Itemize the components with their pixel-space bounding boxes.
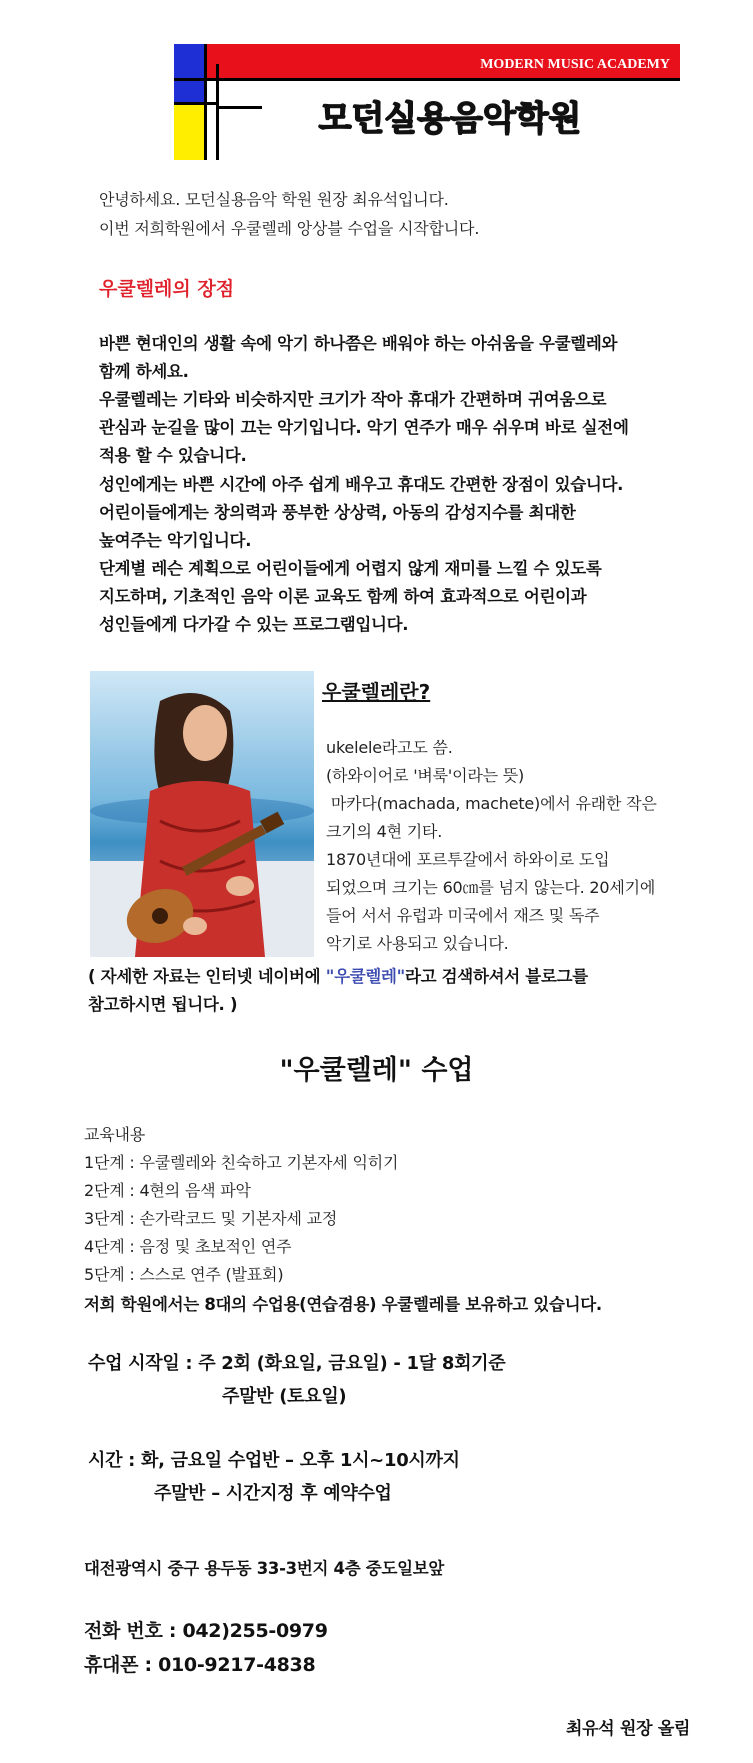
what-is-line: 들어 서서 유럽과 미국에서 재즈 및 독주 (326, 906, 600, 925)
time-line-2: 주말반 – 시간지정 후 예약수업 (154, 1483, 392, 1504)
mobile-number: 휴대폰 : 010-9217-4838 (84, 1654, 316, 1676)
step-item: 1단계 : 우쿨렐레와 친숙하고 기본자세 익히기 (84, 1153, 399, 1172)
advantages-line: 관심과 눈길을 많이 끄는 악기입니다. 악기 연주가 매우 쉬우며 바로 실전에 (99, 418, 629, 437)
class-title: "우쿨렐레" 수업 (279, 1055, 474, 1086)
advantages-line: 적용 할 수 있습니다. (99, 446, 247, 465)
what-is-line: 마카다(machada, machete)에서 유래한 작은 (326, 794, 657, 813)
step-item: 3단계 : 손가락코드 및 기본자세 교정 (84, 1209, 338, 1228)
what-is-title: 우쿨렐레란? (322, 680, 431, 704)
time-line-1: 시간 : 화, 금요일 수업반 – 오후 1시~10시까지 (88, 1450, 460, 1471)
advantages-line: 바쁜 현대인의 생활 속에 악기 하나쯤은 배워야 하는 아쉬움을 우쿨렐레와 (99, 334, 618, 353)
intro-line-1: 안녕하세요. 모던실용음악 학원 원장 최유석입니다. (99, 190, 449, 209)
advantages-line: 우쿨렐레는 기타와 비슷하지만 크기가 작아 휴대가 간편하며 귀여움으로 (99, 390, 607, 409)
what-is-line: ukelele라고도 씀. (326, 738, 453, 757)
logo-english-name: MODERN MUSIC ACADEMY (480, 57, 670, 72)
reference-line-2: 참고하시면 됩니다. ) (88, 995, 238, 1014)
what-is-line: 되었으며 크기는 60㎝를 넘지 않는다. 20세기에 (326, 878, 656, 897)
logo-korean-name: 모던실용음악학원 (318, 99, 582, 139)
ukulele-player-photo (90, 671, 314, 957)
advantages-line: 성인에게는 바쁜 시간에 아주 쉽게 배우고 휴대도 간편한 장점이 있습니다. (99, 475, 624, 494)
step-item: 4단계 : 음정 및 초보적인 연주 (84, 1237, 292, 1256)
start-line-1: 수업 시작일 : 주 2회 (화요일, 금요일) - 1달 8회기준 (88, 1353, 506, 1374)
what-is-line: 1870년대에 포르투갈에서 하와이로 도입 (326, 850, 610, 869)
advantages-line: 어린이들에게는 창의력과 풍부한 상상력, 아동의 감성지수를 최대한 (99, 503, 576, 522)
reference-text: 라고 검색하셔서 블로그를 (404, 967, 588, 986)
start-line-2: 주말반 (토요일) (222, 1386, 347, 1407)
what-is-line: 크기의 4현 기타. (326, 822, 443, 841)
logo-black-line (174, 78, 680, 81)
content-label: 교육내용 (84, 1125, 146, 1144)
advantages-line: 함께 하세요. (99, 362, 189, 381)
advantages-line: 지도하며, 기초적인 음악 이론 교육도 함께 하여 효과적으로 어린이과 (99, 587, 587, 606)
intro-line-2: 이번 저희학원에서 우쿨렐레 앙상블 수업을 시작합니다. (99, 219, 480, 238)
advantages-line: 성인들에게 다가갈 수 있는 프로그램입니다. (99, 615, 409, 634)
reference-line-1 (88, 963, 588, 987)
reference-keyword: "우쿨렐레" (325, 967, 405, 986)
what-is-line: (하와이어로 '벼룩'이라는 뜻) (326, 766, 525, 785)
what-is-line: 악기로 사용되고 있습니다. (326, 934, 509, 953)
academy-logo (174, 44, 680, 160)
ukulele-note: 저희 학원에서는 8대의 수업용(연습겸용) 우쿨렐레를 보유하고 있습니다. (84, 1295, 602, 1314)
advantages-line: 단계별 레슨 계획으로 어린이들에게 어렵지 않게 재미를 느낄 수 있도록 (99, 559, 602, 578)
phone-number: 전화 번호 : 042)255-0979 (84, 1620, 328, 1642)
step-item: 5단계 : 스스로 연주 (발표회) (84, 1265, 284, 1284)
logo-yellow-block (174, 102, 204, 160)
signature: 최유석 원장 올림 (566, 1719, 691, 1739)
reference-text: ( 자세한 자료는 인터넷 네이버에 (88, 967, 326, 986)
step-item: 2단계 : 4현의 음색 파악 (84, 1181, 251, 1200)
advantages-title: 우쿨렐레의 장점 (99, 278, 235, 300)
address: 대전광역시 중구 용두동 33-3번지 4층 중도일보앞 (84, 1559, 444, 1578)
advantages-line: 높여주는 악기입니다. (99, 531, 252, 550)
